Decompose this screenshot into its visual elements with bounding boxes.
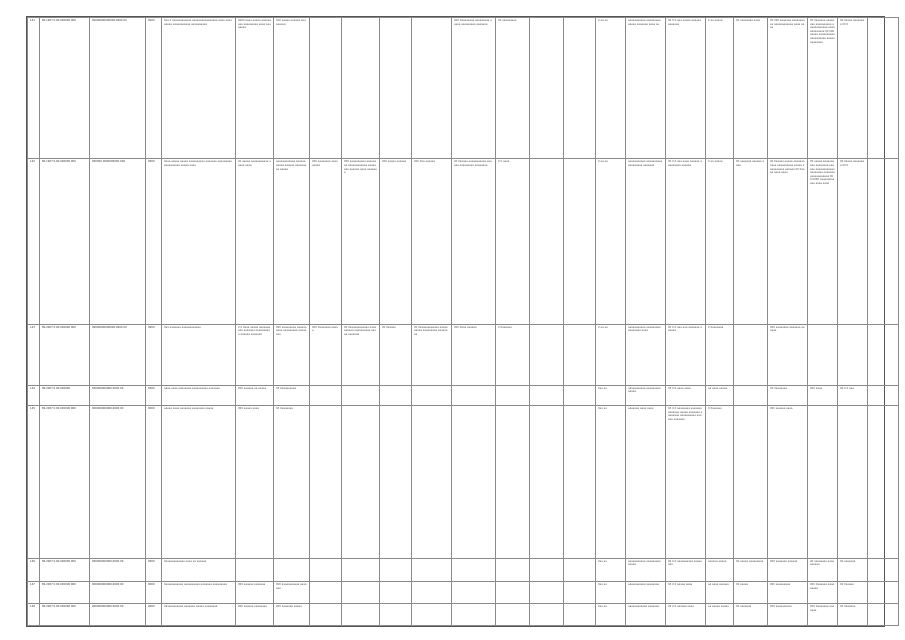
table-cell[interactable]: 000 aaaaaaaaaa [768, 604, 808, 626]
table-cell[interactable] [530, 582, 564, 604]
table-cell[interactable]: 0 0 aaaa [496, 159, 530, 324]
table-cell[interactable]: 80.1907 0.00.000000 000 [40, 18, 90, 159]
table-cell[interactable]: 000 0aaaaaaa aaaaa [310, 324, 342, 385]
table-cell[interactable]: 00 0aaaa aaaaaaaa 00 0 [838, 159, 868, 324]
table-cell[interactable]: 000000000000.0000 00 [90, 558, 146, 582]
table-cell[interactable] [380, 604, 412, 626]
table-cell[interactable]: aaaaaaaaaaa aaaaaaaaaa aaaaaaaaa aaaaaaa [626, 159, 666, 324]
table-cell[interactable]: 0 0 0aaa aaaaa aaaaaaaaaa aaaaaaa aaaaaaaaaa aaaaaa aaaaaaa [236, 324, 274, 385]
table-row [28, 159, 899, 324]
table-cell[interactable] [310, 406, 342, 558]
table-cell[interactable] [564, 18, 596, 159]
table-cell[interactable] [868, 18, 899, 159]
table-cell[interactable]: 00 0aaaaa [380, 324, 412, 385]
table-cell[interactable]: 000 0aa aaaaaa [412, 159, 452, 324]
table-cell[interactable] [838, 324, 868, 385]
table-cell[interactable]: 000 0aaaaaa aaaaaaaaa [808, 582, 838, 604]
table-row [28, 385, 899, 406]
table-cell[interactable]: 00 0.0 aaa aaaa aaaaaa aaaaaaaaa aaaaaa [666, 159, 706, 324]
table-cell[interactable]: 00 aaaaa [734, 582, 768, 604]
table-cell[interactable] [868, 604, 899, 626]
table-cell[interactable]: 00 aaaaa aaaaaaaaa [734, 558, 768, 582]
table-cell[interactable] [564, 582, 596, 604]
table-cell[interactable] [452, 385, 496, 406]
table-cell[interactable]: 0 aa aa [596, 324, 626, 385]
table-cell[interactable]: 0000 [146, 385, 162, 406]
table-cell[interactable]: 00 0aaaaaaa [274, 406, 310, 558]
table-cell[interactable]: 000 aaaaaa aaaa [768, 406, 808, 558]
table-cell[interactable] [412, 604, 452, 626]
table-row [28, 406, 899, 558]
table-cell[interactable]: 000000000000.0000 00 [90, 406, 146, 558]
table-cell[interactable]: 000000000000.0000 00 [90, 385, 146, 406]
table-cell[interactable]: 00 0.0 aaa aaaaa aaaaaa aaaaaaa [666, 18, 706, 159]
table-cell[interactable]: 0000 aaaa aaaaa aaaaaaaaa aaaaaaaaa aaaa aaaaaaaa [236, 18, 274, 159]
table-cell[interactable] [380, 385, 412, 406]
table-cell[interactable] [380, 406, 412, 558]
table-cell[interactable] [530, 385, 564, 406]
table-cell[interactable] [342, 18, 380, 159]
table-cell[interactable] [342, 582, 380, 604]
table-cell[interactable]: 0 aa aa [596, 159, 626, 324]
table-cell[interactable] [412, 582, 452, 604]
table-row [28, 558, 899, 582]
table-cell[interactable]: 0000 [146, 582, 162, 604]
table-cell[interactable]: 80.2007 0.00.000000 000 [40, 604, 90, 626]
table-cell[interactable] [412, 385, 452, 406]
table-cell[interactable] [380, 18, 412, 159]
table-cell[interactable]: 0000 [146, 159, 162, 324]
table-cell[interactable]: 0aaaaaaaaaaa aaaaaaaaaa aaaaaaa aaaaaaaaa [162, 582, 236, 604]
table-cell[interactable] [496, 406, 530, 558]
table-cell[interactable] [868, 324, 899, 385]
table-cell[interactable]: 00 0aaaaaaaaaaaa aaaaaaaaaa aaaaaaaaa aaaaaaaa [412, 324, 452, 385]
table-cell[interactable]: 000 aaaaaa aaaaaaa [236, 582, 274, 604]
table-cell[interactable]: 0000 [146, 604, 162, 626]
table-cell[interactable]: 80.2007 0.00.000000 000 [40, 324, 90, 385]
data-table [27, 17, 899, 626]
table-cell[interactable]: 0aa aa [596, 604, 626, 626]
table-cell[interactable]: 00 aaaaaaaa aaaaaaaaaa [808, 558, 838, 582]
table-cell[interactable]: 000 aaaa [808, 385, 838, 406]
table-cell[interactable]: 000 aaaaa aaaaaa [380, 159, 412, 324]
table-cell[interactable]: 000 aaaaaaaa aaaaaaa aaaaaa [768, 324, 808, 385]
table-cell[interactable] [868, 582, 899, 604]
table-cell[interactable]: aaaaaaaaaaaa aaaaaaaaaaa aaaaaa aaaaaaaaa aaaaa [274, 159, 310, 324]
table-cell[interactable]: 00 aaaaa aaaaaaaaaa aaaaaaaa aaaaaa aaaaaaaaaaaa aaaaaaaa aaaaaaa aaaaaaaaaaaa 00 0.0000 aaaaaaaaaaaa aaaa aaaa [808, 159, 838, 324]
table-cell[interactable] [380, 582, 412, 604]
table-cell[interactable]: 144 [28, 385, 40, 406]
table-cell[interactable]: 80.1907 0.00.000000 000 [40, 159, 90, 324]
table-cell[interactable]: 141 [28, 18, 40, 159]
table-cell[interactable]: 00 0.0 aaa [838, 385, 868, 406]
table-cell[interactable]: 0000 [146, 324, 162, 385]
table-cell[interactable]: aaaaaa aaaaa [706, 558, 734, 582]
table-cell[interactable] [342, 406, 380, 558]
table-cell[interactable]: 80.2007 0.00.000000 000 [40, 582, 90, 604]
table-cell[interactable] [310, 18, 342, 159]
table-cell[interactable] [564, 604, 596, 626]
table-cell[interactable] [310, 558, 342, 582]
table-cell[interactable] [530, 558, 564, 582]
table-cell[interactable]: 0000 [146, 406, 162, 558]
table-cell[interactable]: 000 0aaaaaaaa aaaaaaaaa aaaaa aaaaaaaaa aaaaaaa [452, 18, 496, 159]
table-cell[interactable]: aaaa aaaa aaaaaaaa aaaaaaaaaa aaaaaaa [162, 385, 236, 406]
table-cell[interactable] [838, 406, 868, 558]
table-cell[interactable]: 0000 [146, 18, 162, 159]
table-cell[interactable]: 148 [28, 604, 40, 626]
table-cell[interactable]: 0aa 0 aaaaaaaaaaaa aaaaaaaaaaaaaaaa aaaa aaaaaaaaa aaaaaaaaaaa aaaaaaaaaa [162, 18, 236, 159]
table-cell[interactable]: 145 [28, 406, 40, 558]
table-cell[interactable]: 00 0aaaaaaaaaaaa aaaaaaaaaa aaaaaaaaaa aaaaa aaaaaaa [342, 324, 380, 385]
table-row [28, 582, 899, 604]
table-cell[interactable] [452, 582, 496, 604]
table-cell[interactable]: aaaaaaaaaaa aaaaaaaa [626, 582, 666, 604]
table-cell[interactable] [310, 582, 342, 604]
table-cell[interactable]: 0aa aaaaaaa aaaaaaaaaaaa [162, 324, 236, 385]
table-cell[interactable] [868, 558, 899, 582]
table-cell[interactable]: 000 aaaaa aaaaaa aaaaaaaaa [274, 18, 310, 159]
table-cell[interactable]: 00 aaaaaaa aaaaaa aaaa [734, 159, 768, 324]
table-cell[interactable]: 00 0.0 aaaaaaaa aaaaaaa aaaaaaa aaaaa aaaaaaa aaaaaaaa aaaaaaaaaa aaaaaa aaaaaaa [666, 406, 706, 558]
table-cell[interactable]: 0 aa aaaaa [706, 159, 734, 324]
table-row [28, 324, 899, 385]
table-cell[interactable]: 00 0aaaaa [838, 582, 868, 604]
table-cell[interactable]: aaaaaaaaaaaa aaaaaaa [626, 604, 666, 626]
table-cell[interactable]: 00 aaaaa aaaaaaaaaaa aaaaa aaaa [236, 159, 274, 324]
table-cell[interactable]: 00 0.0 aaaa aaaa [666, 385, 706, 406]
table-cell[interactable]: 0 0aaaaaa [706, 406, 734, 558]
table-cell[interactable]: 00 0aaaaa aaaaaaaaaaa aaaaaa aaaaaaaaa aaaaaaaa [452, 159, 496, 324]
table-cell[interactable]: 146 [28, 558, 40, 582]
table-cell[interactable]: 0 aa aa [596, 18, 626, 159]
table-cell[interactable] [452, 558, 496, 582]
table-cell[interactable] [564, 159, 596, 324]
table-cell[interactable]: aaaaaaa aaaa aaaa [626, 406, 666, 558]
table-row [28, 18, 899, 159]
table-cell[interactable]: 0aa aa [596, 406, 626, 558]
table-cell[interactable]: 00 0aaaaaa [838, 604, 868, 626]
table-cell[interactable]: 143 [28, 324, 40, 385]
table-cell[interactable]: 00 aaaaaaaa aaaa [734, 18, 768, 159]
table-cell[interactable]: 0 aa aaaaa [706, 18, 734, 159]
table-cell[interactable] [412, 406, 452, 558]
table-cell[interactable]: 000 aaaaaaaaa aaaaaaaaaa aaaaaaaaa aaaaaaaa [274, 324, 310, 385]
table-cell[interactable]: 000 0aaa aaaaaa [452, 324, 496, 385]
table-cell[interactable]: 00 0aaaaaaaaa [274, 385, 310, 406]
table-cell[interactable]: 000 aaaaaaa aaaaa [274, 604, 310, 626]
table-cell[interactable] [734, 324, 768, 385]
table-cell[interactable] [452, 406, 496, 558]
table-cell[interactable]: 80.2007 0.00.000000 000 [40, 406, 90, 558]
table-cell[interactable]: 000 aaaaaa aaaaaaaa [236, 604, 274, 626]
table-cell[interactable] [564, 406, 596, 558]
table-cell[interactable] [564, 385, 596, 406]
table-cell[interactable]: aa aaaaa aaaaa [706, 604, 734, 626]
table-cell[interactable]: aa aaaa aaaaa [706, 385, 734, 406]
table-cell[interactable]: 000 aaaaa aaaa [236, 406, 274, 558]
table-cell[interactable]: aaaaaaaaaaa aaaaaaaaa aaaaaaaa aaaa [626, 324, 666, 385]
table-cell[interactable] [530, 406, 564, 558]
table-cell[interactable]: 0 0aaaaaa [496, 324, 530, 385]
table-cell[interactable]: 80.2007 0.00.000000 [40, 385, 90, 406]
table-cell[interactable] [530, 18, 564, 159]
table-cell[interactable]: 0aa aa [596, 582, 626, 604]
table-cell[interactable]: 0aa aa [596, 558, 626, 582]
table-cell[interactable]: 00 aaaaaaa [734, 604, 768, 626]
table-cell[interactable]: 0000 [146, 558, 162, 582]
table-cell[interactable]: 000 aaaaaaaaaa aaaaaaaa aaaaaaaaaaaa aaaaaaaa aaaaaa aaaa aaaaaaa [342, 159, 380, 324]
table-cell[interactable]: aaaaa aaaa aaaaaaa aaaaaaaa aaaaa [162, 406, 236, 558]
table-cell[interactable] [310, 385, 342, 406]
table-cell[interactable] [342, 385, 380, 406]
table-cell[interactable]: 00 000 aaaaaaa aaaaaaaaaa aaaaaaaaaaaa aaaa aaaa [768, 18, 808, 159]
table-cell[interactable] [868, 406, 899, 558]
table-cell[interactable]: 00 0aaaaa aaaaa aaaaaaaaaaa aaaaaaaaaa aaaaa aaaaaaaaaa aaaaaa 00 0aaaa aaaa aaaa [768, 159, 808, 324]
table-cell[interactable]: 00 0.0 aaaaa aaaa [666, 582, 706, 604]
table-cell[interactable] [868, 159, 899, 324]
table-cell[interactable] [342, 604, 380, 626]
table-cell[interactable]: 0 0aaaaaaa [706, 324, 734, 385]
table-cell[interactable]: 0aa aa [596, 385, 626, 406]
table-cell[interactable] [808, 406, 838, 558]
table-cell[interactable] [564, 324, 596, 385]
table-cell[interactable]: 00 0.0 aaaaaaaaaa aaaaaaaa [666, 558, 706, 582]
table-cell[interactable] [734, 385, 768, 406]
table-cell[interactable]: 000 aaaaaaa aaaaaa [768, 558, 808, 582]
table-cell[interactable]: 000 0aaaaaaa aaaaaaa [808, 604, 838, 626]
table-cell[interactable] [342, 558, 380, 582]
table-cell[interactable]: aaaaaaaaaaa aaaaaaaaa aaaaa [626, 385, 666, 406]
table-row [28, 604, 899, 626]
table-cell[interactable]: 00 0.0 aaaaaa aaaa [666, 604, 706, 626]
table-cell[interactable]: 00000000000000.0000 00 [90, 324, 146, 385]
table-cell[interactable]: aaaaaaaaaaa aaaaaaaaa aaaaa [626, 558, 666, 582]
table-cell[interactable] [564, 558, 596, 582]
table-cell[interactable]: 00 0aaaa aaaaaaaa 00 0 [838, 18, 868, 159]
table-cell[interactable]: 80.2007 0.00.000000 000 [40, 558, 90, 582]
table-cell[interactable] [734, 406, 768, 558]
spreadsheet-grid [26, 16, 885, 627]
table-cell[interactable] [236, 558, 274, 582]
table-cell[interactable] [412, 558, 452, 582]
table-cell[interactable]: 00 aaaaaaa [838, 558, 868, 582]
table-cell[interactable]: 147 [28, 582, 40, 604]
table-cell[interactable]: 000000 0000000000 000 [90, 159, 146, 324]
table-cell[interactable] [380, 558, 412, 582]
table-cell[interactable]: 00 0aaaaaa aaaaaaaa aaaaaaaaaa aaaaaaaaaaaa aaaaaaaaaaaaa 00 000 aaaaa aaaaaaaaaa aaaaaaaaaa aaaaaaaaaaaaa [808, 18, 838, 159]
table-cell[interactable]: 142 [28, 159, 40, 324]
table-cell[interactable]: aa aaaa aaaaaa [706, 582, 734, 604]
table-cell[interactable]: 000000000000.0000 00 [90, 582, 146, 604]
table-cell[interactable]: 000 aaaaaa aa aaaaa [236, 385, 274, 406]
table-cell[interactable] [412, 18, 452, 159]
table-cell[interactable]: 0aaaaaaaaaaaa aaaa aa aaaaaa [162, 558, 236, 582]
table-cell[interactable] [530, 324, 564, 385]
table-cell[interactable] [310, 604, 342, 626]
table-cell[interactable] [808, 324, 838, 385]
table-cell[interactable]: aaaaaaaaaaa aaaaaaaaa aaaaa aaaaaaa aaaa aa [626, 18, 666, 159]
table-cell[interactable] [496, 604, 530, 626]
table-cell[interactable]: 00 0.0 aaa aaa aaaaaaa aaaaaa [666, 324, 706, 385]
table-cell[interactable]: 000000000000.0000 00 [90, 604, 146, 626]
table-cell[interactable] [530, 159, 564, 324]
table-cell[interactable]: 00 aaaaaaaaa [496, 18, 530, 159]
table-cell[interactable]: 000 aaaaaaaa aaaaaaaaa [310, 159, 342, 324]
table-cell[interactable] [274, 558, 310, 582]
table-cell[interactable] [452, 604, 496, 626]
table-cell[interactable] [868, 385, 899, 406]
table-cell[interactable]: 000 aaaaaaaaaaa aaaaaaa [274, 582, 310, 604]
table-cell[interactable] [496, 558, 530, 582]
table-cell[interactable] [496, 385, 530, 406]
table-cell[interactable] [496, 582, 530, 604]
table-cell[interactable]: 0aaa aaaaa aaaaa aaaaaaaaaa aaaaaaa aaaaaaaaa aaaaaaaaaa aaaaa aaaa [162, 159, 236, 324]
table-cell[interactable]: 000 aaaaaaaaa [768, 582, 808, 604]
table-cell[interactable]: 0aaaaaaaaaaa aaaaaaa aaaaa aaaaaaaa [162, 604, 236, 626]
table-cell[interactable]: 00000000000000.0000 00 [90, 18, 146, 159]
table-cell[interactable] [530, 604, 564, 626]
table-cell[interactable]: 00 0aaaaaaa [768, 385, 808, 406]
